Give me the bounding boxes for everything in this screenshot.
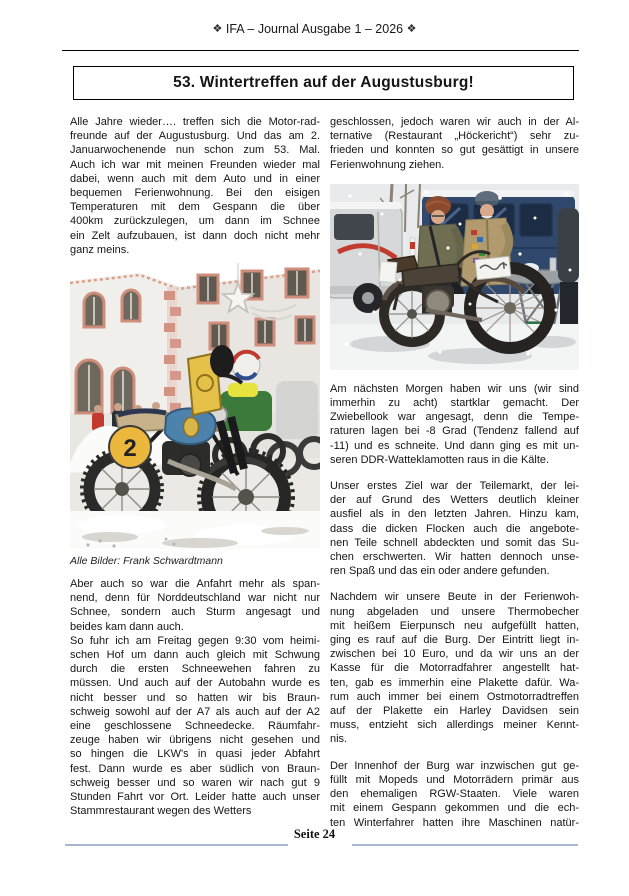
text-line: nis.: [330, 733, 348, 746]
text-line: auf der Plakette ein Harley Davidsen sein: [330, 705, 579, 718]
bystander: [558, 208, 579, 338]
text-line: dabei, wenn auch mit dem Auto und in einer: [70, 172, 320, 185]
text-line: Nachdem wir unsere Beute in der Ferienwoh-: [330, 591, 579, 604]
photo-vintage-motorcycle-market: [330, 184, 579, 370]
text-line: beides kam dann auch.: [70, 620, 184, 633]
text-line: ein Zelt aufzubauen, ist dann doch nicht mehr: [70, 229, 320, 242]
text-line: Stammrestaurant wegen des Wetters: [70, 805, 252, 818]
journal-title: IFA – Journal Ausgabe 1 – 2026: [225, 22, 404, 36]
text-line: Stunden Fahrt vor Ort. Leider hatte auch unser: [70, 791, 320, 804]
page-number: Seite 24: [293, 827, 336, 841]
text-line: ren Spaß und das ein oder andere gefunden.: [330, 565, 550, 578]
text-line: durch die ersten Schneewehen fahren zu: [70, 663, 320, 676]
text-line: zwischen bei 10 Euro, und da wir uns an der: [330, 648, 579, 661]
text-line: -11) und es schneite. Und dann ging es mit un-: [330, 439, 579, 452]
text-line: mit heißem Eierpunsch neu aufgefüllt hatten,: [330, 619, 579, 632]
text-line: raturen lagen bei -8 Grad (Tendenz fallend auf: [330, 425, 579, 438]
text-line: Alle Jahre wieder…. treffen sich die Motor-rad-: [70, 116, 320, 128]
text-line: zeuge haben wir übrigens nicht gesehen und: [70, 734, 320, 747]
right-column: [330, 115, 579, 830]
text-line: frieden und konnten so gut gesättigt in unsere: [330, 144, 579, 157]
text-line: bequemen Ferienwohnung. Bei den eisigen: [70, 187, 320, 200]
text-line: ternative (Restaurant „Höckericht“) sehr zu-: [330, 130, 579, 143]
text-line: Januarwochenende nun schon zum 53. Mal.: [70, 144, 320, 157]
text-line: nung abgeladen und unsere Thermobecher: [330, 605, 579, 618]
text-line: so hingen die LKW's in quasi jeder Abfahrt: [70, 748, 320, 761]
text-line: müssen. Und auch auf der Autobahn wurde es: [70, 677, 320, 690]
paragraph: [330, 590, 579, 746]
text-line: fest. Dann wurde es aber südlich von Braun-: [70, 762, 320, 775]
text-line: Aber auch so war die Anfahrt mehr als span-: [70, 578, 320, 591]
header-divider: [62, 50, 579, 51]
text-line: Unser erstes Ziel war der Teilemarkt, der lei-: [330, 480, 579, 493]
photo-motorcycles-courtyard-art: [70, 263, 320, 549]
left-column: [70, 115, 320, 818]
paragraph: [330, 115, 579, 172]
text-line: nend, denn für Norddeutschland war nicht nur: [70, 592, 320, 605]
text-line: geschlossen, jedoch waren wir auch in der Al-: [330, 116, 579, 128]
handwritten-sign: [475, 256, 511, 279]
text-line: ausfiel als in den letzten Jahren. Hinzu kam,: [330, 508, 579, 521]
text-line: mit einem Gespann gekommen und die ech-: [330, 802, 579, 815]
text-line: Schnee, sondern auch Sturm angesagt und: [70, 606, 320, 619]
paragraph: [330, 382, 579, 467]
paragraph: [70, 115, 320, 257]
text-line: Der Innenhof der Burg war inzwischen gut ge-: [330, 759, 579, 772]
paragraph: [330, 759, 579, 830]
text-line: Kasse für die Motorradfahrer angestellt hat-: [330, 662, 579, 675]
text-line: seren DDR-Watteklamotten raus in die Kälte.: [330, 453, 550, 466]
text-line: ten Winterfahrer hatten ihre Maschinen natür-: [330, 816, 579, 829]
text-line: nicht besser und so hatten wir bis Braun-: [70, 691, 320, 704]
text-line: immerhin zu acht) startklar gemacht. Der: [330, 397, 579, 410]
footer-divider-right: [352, 844, 578, 846]
text-line: ganz meins.: [70, 243, 130, 256]
text-line: nen Teile schnell abdeckten und somit das Su-: [330, 536, 579, 549]
text-line: eine geschlossene Schneedecke. Räumfahr-: [70, 720, 320, 733]
paragraph: [70, 634, 320, 819]
text-line: Ferienwohnung ziehen.: [330, 158, 445, 171]
text-line: rum auch immer bei einem Ostmotorradtreffen: [330, 690, 579, 703]
text-line: füllt mit Mopeds und Motorrädern primär aus: [330, 773, 579, 786]
article-headline: 53. Wintertreffen auf der Augustusburg!: [173, 74, 474, 91]
text-line: Temperaturen mit dem Gespann die über: [70, 201, 320, 214]
text-line: chen erschwerten. Wir hatten dennoch unse-: [330, 551, 579, 564]
photo-caption: Alle Bilder: Frank Schwardtmann: [70, 555, 223, 568]
paragraph: [330, 479, 579, 578]
text-line: Zwiebellook war angesagt, denn die Tempe-: [330, 411, 579, 424]
paragraph: [70, 577, 320, 634]
text-line: ging es rauf auf die Burg. Der Eintritt liegt in-: [330, 634, 579, 647]
photo-motorcycles-courtyard: [70, 263, 320, 549]
text-line: Am nächsten Morgen haben wir uns (wir sind: [330, 382, 579, 395]
text-line: 400km zurückzulegen, um dann im Schnee: [70, 215, 320, 228]
ornament-icon: ❖: [212, 23, 223, 35]
text-line: schen Hof um dann auch gleich mit Schwung: [70, 649, 320, 662]
text-line: muss, entzieht sich allerdings meiner Kennt-: [330, 719, 579, 732]
text-line: ten, gab es immerhin eine Plakette dafür. Wa-: [330, 676, 579, 689]
page-header: [0, 22, 629, 36]
article-headline-box: [73, 66, 574, 100]
text-line: den ehemaligen RGW-Staaten. Viele waren: [330, 788, 579, 801]
text-line: dass die dicken Flocken auch die angebote-: [330, 522, 579, 535]
text-line: schweig sowohl auf der A7 als auch auf der A2: [70, 705, 320, 718]
footer-divider-left: [65, 844, 288, 846]
text-line: freunde auf der Augustusburg. Und das am 2.: [70, 130, 320, 143]
photo-vintage-motorcycle-art: [330, 184, 579, 370]
ornament-icon: ❖: [406, 23, 417, 35]
text-line: So fuhr ich am Freitag gegen 9:30 vom heimi-: [70, 634, 320, 647]
text-line: Auch ich war mit meinen Freunden wieder mal: [70, 158, 320, 171]
text-line: schweig besser und so waren wir nach gut 9: [70, 776, 320, 789]
race-number: 2: [123, 435, 137, 463]
text-line: der auf Grund des Wetters deutlich kleiner: [330, 494, 579, 507]
